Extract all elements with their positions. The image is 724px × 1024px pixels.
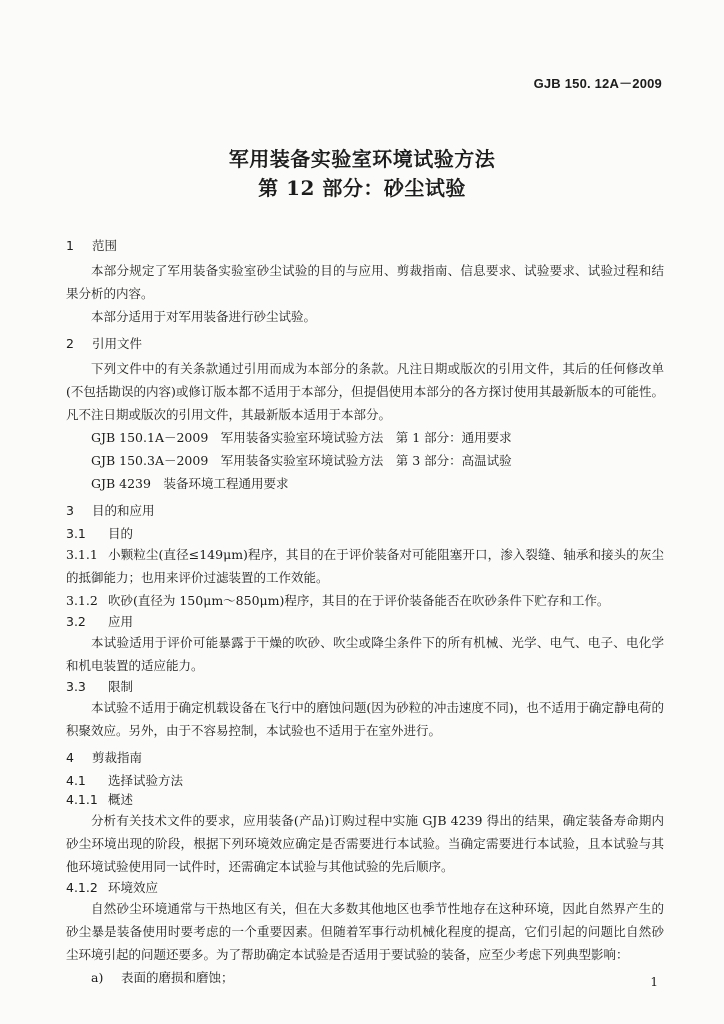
- subsection-title: 应用: [108, 614, 134, 629]
- document-title: 军用装备实验室环境试验方法: [228, 147, 496, 171]
- paragraph: 下列文件中的有关条款通过引用而成为本部分的条款。凡注日期或版次的引用文件，其后的任何修改单(不包括勘误的内容)或修订版本都不适用于本部分，但提倡使用本部分的各方探讨使用其最新版本的可能性。凡不注日期或版次的引用文件，其最新版本适用于本部分。: [66, 361, 664, 422]
- section-title: 范围: [92, 238, 118, 253]
- section-number: 1: [66, 238, 74, 253]
- reference-item: GJB 150.3A－2009 军用装备实验室环境试验方法 第 3 部分：高温试验: [91, 453, 512, 468]
- subsection-heading: [66, 612, 664, 631]
- section-number: 3: [66, 503, 74, 518]
- subsubsection-number: 4.1.2: [66, 880, 98, 895]
- subsection-number: 3.2: [66, 614, 86, 629]
- clause-number: 3.1.2: [66, 593, 98, 608]
- paragraph: 本试验不适用于确定机载设备在飞行中的磨蚀问题(因为砂粒的冲击速度不同)，也不适用于确定静电荷的积聚效应。另外，由于不容易控制，本试验也不适用于在室外进行。: [66, 700, 664, 738]
- reference-item: GJB 4239 装备环境工程通用要求: [91, 476, 289, 491]
- clause-text: 吹砂(直径为 150μm～850μm)程序，其目的在于评价装备能否在吹砂条件下贮存和工作。: [108, 593, 610, 608]
- subsection-number: 3.1: [66, 526, 86, 541]
- clause: [66, 589, 664, 612]
- section-number: 2: [66, 336, 74, 351]
- clause-text: 小颗粒尘(直径≤149μm)程序，其目的在于评价装备对可能阻塞开口，渗入裂缝、轴承和接头的灰尘的抵御能力；也用来评价过滤装置的工作效能。: [66, 547, 664, 585]
- section-title: 目的和应用: [92, 503, 155, 518]
- document-body: [66, 230, 664, 989]
- list-item: [66, 966, 664, 989]
- section-title: 引用文件: [92, 336, 143, 351]
- paragraph: 自然砂尘环境通常与干热地区有关，但在大多数其他地区也季节性地存在这种环境，因此自然界产生的砂尘暴是装备使用时要考虑的一个重要因素。但随着军事行动机械化程度的提高，它们引起的问题比自然砂尘环境引起的问题还要多。为了帮助确定本试验是否适用于要试验的装备，应至少考虑下列典型影响：: [66, 901, 664, 962]
- list-item-label: a): [91, 970, 104, 985]
- subsection-number: 4.1: [66, 773, 86, 788]
- section-heading-3: [66, 501, 664, 520]
- reference-item: GJB 150.1A－2009 军用装备实验室环境试验方法 第 1 部分：通用要求: [91, 430, 512, 445]
- paragraph: 本部分适用于对军用装备进行砂尘试验。: [91, 309, 317, 324]
- list-item-text: 表面的磨损和磨蚀；: [121, 970, 234, 985]
- subsection-heading: [66, 524, 664, 543]
- subsection-title: 目的: [108, 526, 134, 541]
- paragraph: 本试验适用于评价可能暴露于干燥的吹砂、吹尘或降尘条件下的所有机械、光学、电气、电子、电化学和机电装置的适应能力。: [66, 635, 664, 673]
- subsubsection-title: 概述: [108, 792, 134, 807]
- clause-number: 3.1.1: [66, 547, 98, 562]
- subsection-number: 3.3: [66, 679, 86, 694]
- subsubsection-heading: [66, 790, 664, 809]
- section-heading-4: [66, 748, 664, 767]
- subsection-title: 限制: [108, 679, 134, 694]
- paragraph: 本部分规定了军用装备实验室砂尘试验的目的与应用、剪裁指南、信息要求、试验要求、试验过程和结果分析的内容。: [66, 263, 664, 301]
- subsubsection-heading: [66, 878, 664, 897]
- subsection-heading: [66, 771, 664, 790]
- section-heading-2: [66, 334, 664, 353]
- section-number: 4: [66, 750, 74, 765]
- page-number: 1: [650, 975, 658, 989]
- subsubsection-number: 4.1.1: [66, 792, 98, 807]
- paragraph: 分析有关技术文件的要求，应用装备(产品)订购过程中实施 GJB 4239 得出的结果，确定装备寿命期内砂尘环境出现的阶段，根据下列环境效应确定是否需要进行本试验。当确定需要进行本试验，且本试验与其他环境试验使用同一试件时，还需确定本试验与其他试验的先后顺序。: [66, 813, 664, 874]
- standard-number: GJB 150. 12A－2009: [533, 76, 662, 91]
- clause: [66, 543, 664, 589]
- section-heading-1: [66, 236, 664, 255]
- subsection-title: 选择试验方法: [108, 773, 184, 788]
- subsection-heading: [66, 677, 664, 696]
- document-subtitle: 第 12 部分：砂尘试验: [258, 176, 466, 200]
- subsubsection-title: 环境效应: [108, 880, 159, 895]
- section-title: 剪裁指南: [92, 750, 143, 765]
